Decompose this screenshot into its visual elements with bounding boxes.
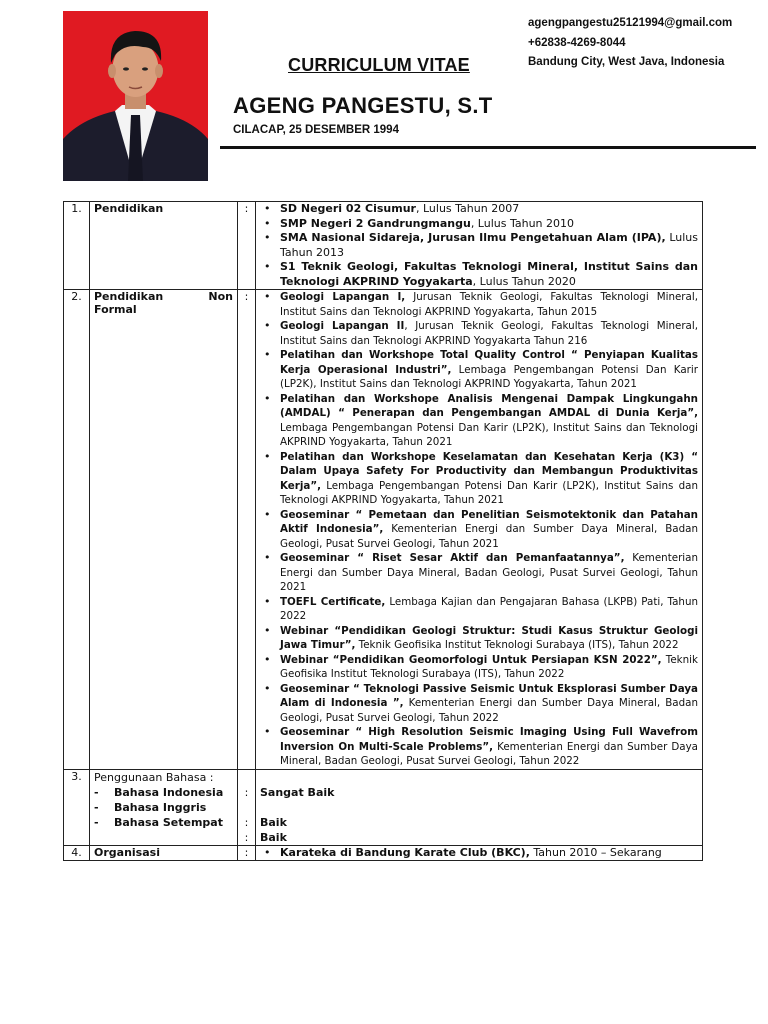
email-text[interactable]: agengpangestu25121994@gmail.com xyxy=(528,17,733,29)
table-row-pendidikan xyxy=(64,202,703,290)
row-label: Pendidikan Non Formal xyxy=(90,290,238,770)
table-row-bahasa xyxy=(64,769,703,845)
list-item: • SMP Negeri 2 Gandrungmangu, Lulus Tahun 2010 xyxy=(260,217,698,232)
cv-table xyxy=(63,201,703,861)
row-content xyxy=(256,202,703,290)
list-item: • Webinar “Pendidikan Geologi Struktur: Studi Kasus Struktur Geologi Jawa Timur”, Teknik Geofisika Institut Teknologi Surabaya (ITS), Tahun 2022 xyxy=(260,624,698,653)
list-item: • SMA Nasional Sidareja, Jurusan Ilmu Pengetahuan Alam (IPA), Lulus Tahun 2013 xyxy=(260,231,698,260)
list-item: • Webinar “Pendidikan Geomorfologi Untuk Persiapan KSN 2022”, Teknik Geofisika Institut Teknologi Surabaya (ITS), Tahun 2022 xyxy=(260,653,698,682)
profile-photo xyxy=(63,11,208,181)
row-content xyxy=(256,769,703,845)
row-number: 2. xyxy=(64,290,90,770)
header-divider xyxy=(220,146,756,149)
row-label-block xyxy=(90,769,238,845)
address-text: Bandung City, West Java, Indonesia xyxy=(528,56,725,68)
list-item: • Geologi Lapangan I, Jurusan Teknik Geologi, Fakultas Teknologi Mineral, Institut Sains dan Teknologi AKPRIND Yogyakarta, Tahun 2015 xyxy=(260,290,698,319)
language-level: Baik xyxy=(260,815,287,829)
row-label: Pendidikan xyxy=(90,202,238,290)
language-level: Sangat Baik xyxy=(260,785,335,799)
full-name: AGENG PANGESTU, S.T xyxy=(233,93,493,118)
portrait-illustration xyxy=(63,11,208,181)
row-content xyxy=(256,290,703,770)
language-level: Baik xyxy=(260,830,287,844)
list-item: • Karateka di Bandung Karate Club (BKC), Tahun 2010 – Sekarang xyxy=(260,846,698,861)
row-number: 4. xyxy=(64,845,90,861)
row-number: 3. xyxy=(64,769,90,845)
table-row-nonformal xyxy=(64,290,703,770)
language-name-row: - Bahasa Inggris xyxy=(94,800,207,814)
list-item: • Geoseminar “ Pemetaan dan Penelitian Seismotektonik dan Patahan Aktif Indonesia”, Kementerian Energi dan Sumber Daya Mineral, Badan Geologi, Pusat Survei Geologi, Tahun 2021 xyxy=(260,508,698,552)
phone-text: +62838-4269-8044 xyxy=(528,37,626,49)
list-item: • SD Negeri 02 Cisumur, Lulus Tahun 2007 xyxy=(260,202,698,217)
list-item: • Geologi Lapangan II, Jurusan Teknik Geologi, Fakultas Teknologi Mineral, Institut Sains dan Teknologi AKPRIND Yogyakarta Tahun 216 xyxy=(260,319,698,348)
birth-place-date: CILACAP, 25 DESEMBER 1994 xyxy=(233,124,399,136)
list-item: • Pelatihan dan Workshope Total Quality Control “ Penyiapan Kualitas Kerja Operasional Industri”, Lembaga Pengembangan Potensi Dan Karir (LP2K), Institut Sains dan Teknologi AKPRIND Yogyakarta, Tahun 2021 xyxy=(260,348,698,392)
row-number: 1. xyxy=(64,202,90,290)
row-colon-block: : : : xyxy=(238,769,256,845)
language-name-row: - Bahasa Setempat xyxy=(94,815,223,829)
row-colon: : xyxy=(238,202,256,290)
row-colon: : xyxy=(238,845,256,861)
row-label: Organisasi xyxy=(90,845,238,861)
list-item: • Pelatihan dan Workshope Analisis Mengenai Dampak Lingkungahn (AMDAL) “ Penerapan dan Pengembangan AMDAL di Dunia Kerja”, Lembaga Pengembangan Potensi Dan Karir (LP2K), Institut Sains dan Teknologi AKPRIND Yogyakarta, Tahun 2021 xyxy=(260,392,698,450)
cv-title: CURRICULUM VITAE xyxy=(288,55,470,75)
table-row-organisasi xyxy=(64,845,703,861)
row-content xyxy=(256,845,703,861)
list-item: • Pelatihan dan Workshope Keselamatan dan Kesehatan Kerja (K3) “ Dalam Upaya Safety For Productivity dan Membangun Produktivitas Kerja”, Lembaga Pengembangan Potensi Dan Karir (LP2K), Institut Sains dan Teknologi AKPRIND Yogyakarta, Tahun 2021 xyxy=(260,450,698,508)
list-item: • Geoseminar “ Teknologi Passive Seismic Untuk Eksplorasi Sumber Daya Alam di Indonesia ”, Kementerian Energi dan Sumber Daya Mineral, Badan Geologi, Pusat Survei Geologi, Tahun 2022 xyxy=(260,682,698,726)
row-label: Penggunaan Bahasa : xyxy=(94,770,214,784)
list-item: • Geoseminar “ Riset Sesar Aktif dan Pemanfaatannya”, Kementerian Energi dan Sumber Daya Mineral, Badan Geologi, Pusat Survei Geologi, Tahun 2021 xyxy=(260,551,698,595)
row-colon: : xyxy=(238,290,256,770)
language-name-row: - Bahasa Indonesia xyxy=(94,785,224,799)
list-item: • Geoseminar “ High Resolution Seismic Imaging Using Full Wavefrom Inversion On Multi-Scale Problems”, Kementerian Energi dan Sumber Daya Mineral, Badan Geologi, Pusat Survei Geologi, Tahun 2022 xyxy=(260,725,698,769)
list-item: • TOEFL Certificate, Lembaga Kajian dan Pengajaran Bahasa (LKPB) Pati, Tahun 2022 xyxy=(260,595,698,624)
list-item: • S1 Teknik Geologi, Fakultas Teknologi Mineral, Institut Sains dan Teknologi AKPRIND Yogyakarta, Lulus Tahun 2020 xyxy=(260,260,698,289)
